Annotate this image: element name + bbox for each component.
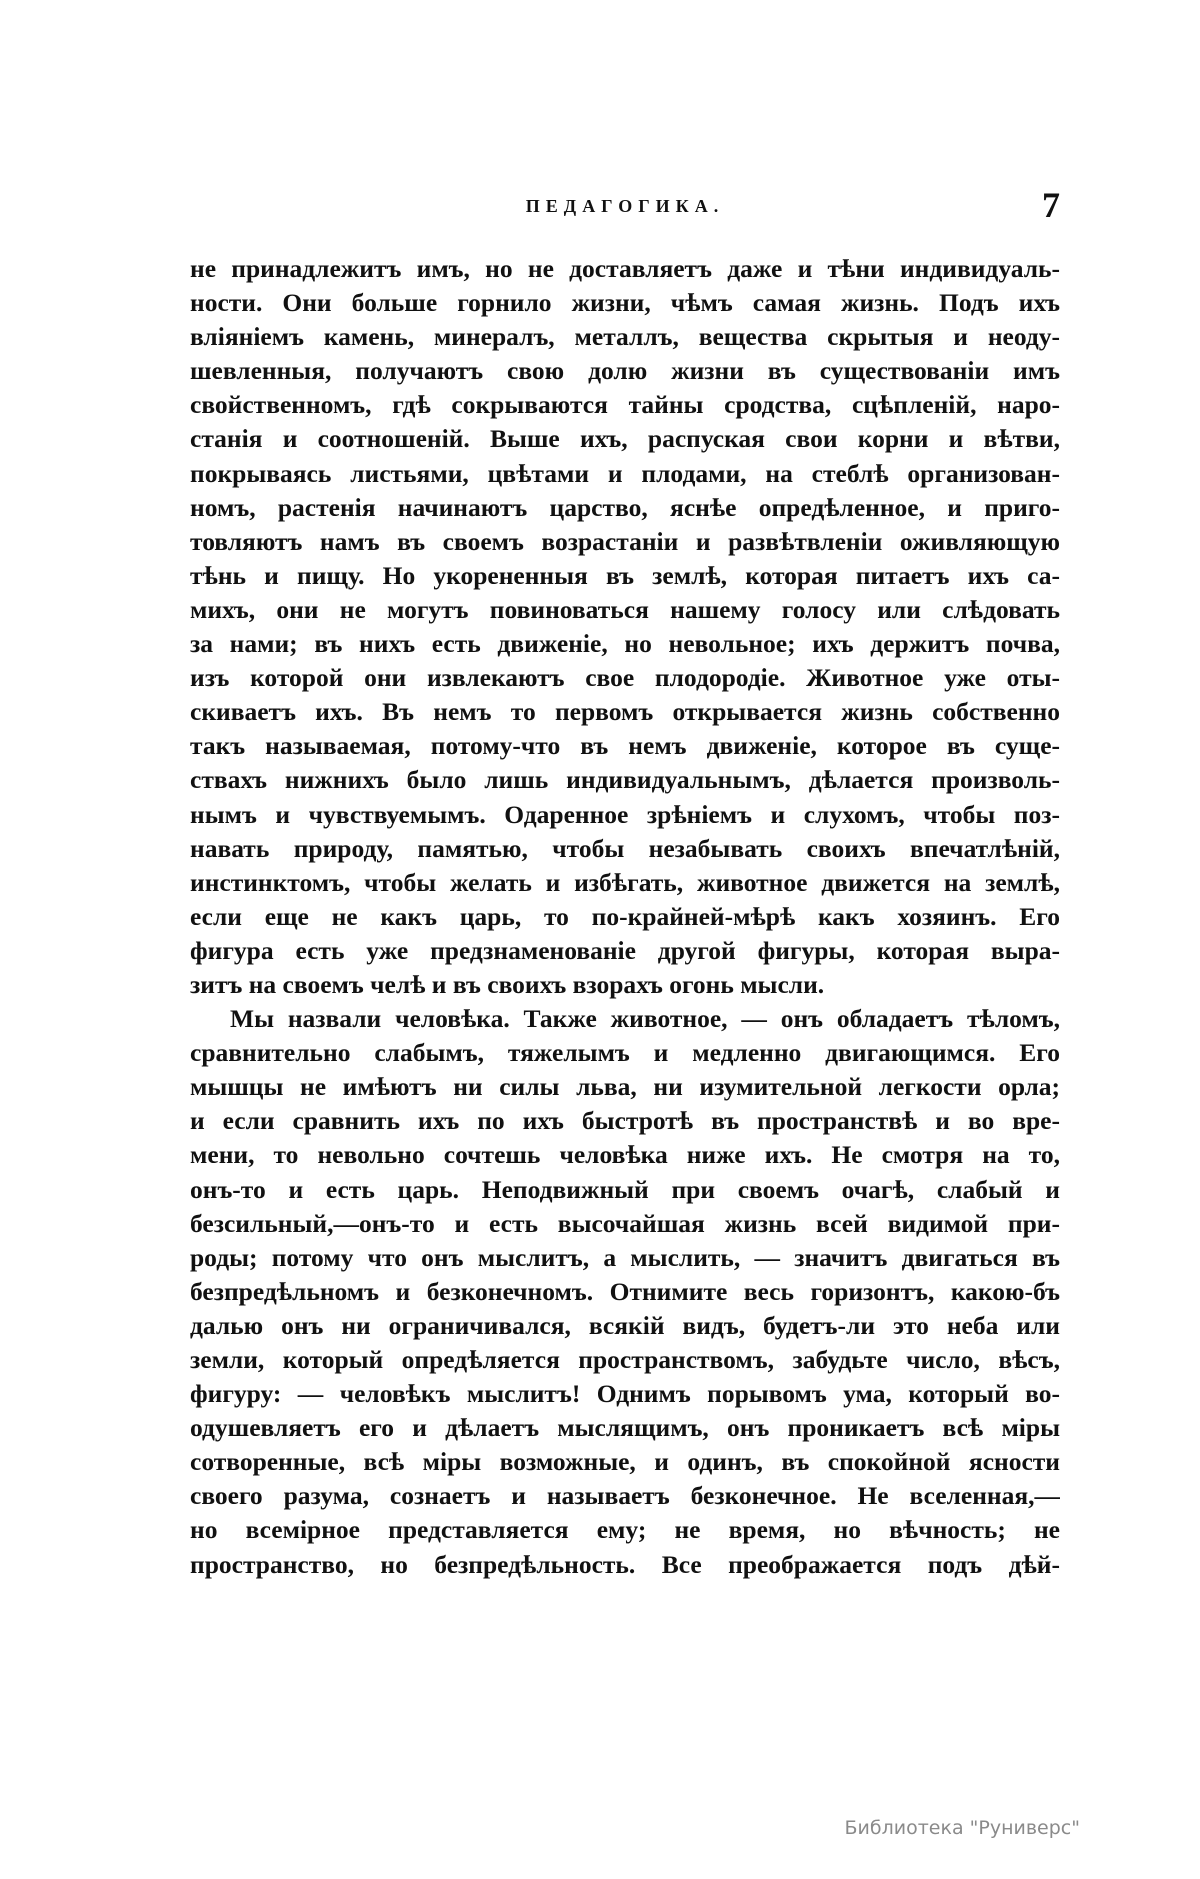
text-line: михъ, они не могутъ повиноваться нашему голосу или слѣдовать: [190, 594, 1060, 624]
paragraph-1: [190, 252, 1060, 1002]
text-line: товляютъ намъ въ своемъ возрастаніи и развѣтвленіи оживляющую: [190, 526, 1060, 556]
text-line: станія и соотношеній. Выше ихъ, распуская свои корни и вѣтви,: [190, 424, 1060, 454]
text-line: не принадлежитъ имъ, но не доставляетъ даже и тѣни индивидуаль-: [190, 254, 1060, 283]
running-head-title: ПЕДАГОГИКА.: [525, 196, 725, 216]
text-line: нымъ и чувствуемымъ. Одаренное зрѣніемъ и слухомъ, чтобы поз-: [190, 799, 1060, 829]
text-line: ности. Они больше горнило жизни, чѣмъ самая жизнь. Подъ ихъ: [190, 288, 1060, 318]
text-line: если еще не какъ царь, то по-крайней-мѣрѣ какъ хозяинъ. Его: [190, 901, 1060, 931]
text-line: за нами; въ нихъ есть движеніе, но невольное; ихъ держитъ почва,: [190, 629, 1060, 659]
text-line: свойственномъ, гдѣ сокрываются тайны сродства, сцѣпленій, наро-: [190, 390, 1060, 420]
text-line: тѣнь и пищу. Но укорененныя въ землѣ, которая питаетъ ихъ са-: [190, 560, 1060, 590]
text-line: своего разума, сознаетъ и называетъ безконечное. Не вселенная,—: [190, 1481, 1060, 1511]
text-line: одушевляетъ его и дѣлаетъ мыслящимъ, онъ проникаетъ всѣ міры: [190, 1413, 1060, 1443]
text-line: сотворенные, всѣ міры возможные, и одинъ, въ спокойной ясности: [190, 1447, 1060, 1477]
text-line: Мы назвали человѣка. Также животное, — онъ обладаетъ тѣломъ,: [230, 1004, 1060, 1034]
text-line: фигуру: — человѣкъ мыслитъ! Однимъ порывомъ ума, который во-: [190, 1379, 1060, 1409]
text-line: пространство, но безпредѣльность. Все преображается подъ дѣй-: [190, 1549, 1060, 1579]
text-line: скиваетъ ихъ. Въ немъ то первомъ открывается жизнь собственно: [190, 697, 1060, 727]
page-number: 7: [1042, 185, 1060, 225]
body-text: [190, 252, 1060, 1582]
text-line: сравнительно слабымъ, тяжелымъ и медленно двигающимся. Его: [190, 1038, 1060, 1068]
text-line: ствахъ нижнихъ было лишь индивидуальнымъ, дѣлается произволь-: [190, 765, 1060, 795]
text-line: покрываясь листьями, цвѣтами и плодами, на стеблѣ организован-: [190, 458, 1060, 488]
text-line: инстинктомъ, чтобы желать и избѣгать, животное движется на землѣ,: [190, 867, 1060, 897]
text-line: навать природу, памятью, чтобы незабывать своихъ впечатлѣній,: [190, 833, 1060, 863]
text-line: шевленныя, получаютъ свою долю жизни въ существованіи имъ: [190, 356, 1060, 386]
text-line: безсильный,—онъ-то и есть высочайшая жизнь всей видимой при-: [190, 1208, 1060, 1238]
text-line: вліяніемъ камень, минералъ, металлъ, вещества скрытыя и неоду-: [190, 322, 1060, 352]
text-line: мени, то невольно сочтешь человѣка ниже ихъ. Не смотря на то,: [190, 1140, 1060, 1170]
text-line: и если сравнить ихъ по ихъ быстротѣ въ пространствѣ и во вре-: [190, 1106, 1060, 1136]
running-head: [190, 185, 1060, 230]
text-line: далью онъ ни ограничивался, всякій видъ, будетъ-ли это неба или: [190, 1310, 1060, 1340]
text-line: онъ-то и есть царь. Неподвижный при своемъ очагѣ, слабый и: [190, 1174, 1060, 1204]
text-line: безпредѣльномъ и безконечномъ. Отнимите весь горизонтъ, какою-бъ: [190, 1276, 1060, 1306]
text-line: номъ, растенія начинаютъ царство, яснѣе опредѣленное, и приго-: [190, 492, 1060, 522]
text-line: такъ называемая, потому-что въ немъ движеніе, которое въ суще-: [190, 731, 1060, 761]
text-line: зитъ на своемъ челѣ и въ своихъ взорахъ огонь мысли.: [190, 969, 825, 999]
text-line: фигура есть уже предзнаменованіе другой фигуры, которая выра-: [190, 935, 1060, 965]
library-watermark: Библиотека "Руниверс": [844, 1817, 1080, 1839]
text-line: земли, который опредѣляется пространствомъ, забудьте число, вѣсъ,: [190, 1345, 1060, 1374]
text-line: изъ которой они извлекаютъ свое плодородіе. Животное уже оты-: [190, 663, 1060, 693]
paragraph-2: [190, 1002, 1060, 1582]
text-line: роды; потому что онъ мыслитъ, а мыслить, — значитъ двигаться въ: [190, 1242, 1060, 1272]
text-line: но всемірное представляется ему; не время, но вѣчность; не: [190, 1515, 1060, 1545]
text-line: мышцы не имѣютъ ни силы льва, ни изумительной легкости орла;: [190, 1072, 1060, 1102]
